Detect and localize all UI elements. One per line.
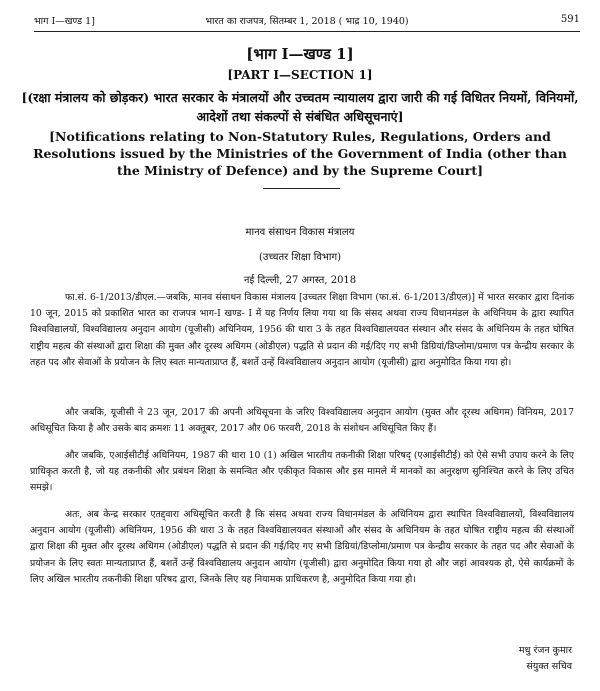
department-name: (उच्चतर शिक्षा विभाग) (258, 252, 342, 263)
section-title-hindi: [(रक्षा मंत्रालय को छोड़कर) भारत सरकार के मंत्रालयों और उच्चतम न्यायालय द्वारा जारी की गई विधितर नियमों, विनियमों, आदेशों तथा संकल्पों से संबंधित अधिसूचनाएं] (21, 90, 579, 124)
place-date: नई दिल्ली, 27 अगस्त, 2018 (243, 275, 357, 286)
gazette-date-line: भारत का राजपत्र, सितम्बर 1, 2018 ( भाद्र 10, 1940) (205, 16, 409, 27)
header-divider (34, 31, 580, 32)
section-title-english: [Notifications relating to Non-Statutory Rules, Regulations, Orders and Resolutions issued by the Ministries of the Government of India (other than the Ministry of Defence) and by the Supreme Court] (33, 129, 567, 178)
notification-paragraph-1: फा.सं. 6-1/2013/डीएल.—जबकि, मानव संसाधन विकास मंत्रालय [उच्चतर शिक्षा विभाग (फा.सं. 6-1/2013/डीएल)] में भारत सरकार द्वारा दिनांक 10 जून, 2015 को प्रकाशित भारत का राजपत्र भाग-I खण्ड- I में यह निर्णय लिया गया था कि संसद अथवा राज्य विधानमंडल के अधिनियम के द्वारा स्थापित विश्वविद्यालयों, विश्वविद्यालय अनुदान आयोग (यूजीसी) अधिनियम, 1956 की धारा 3 के तहत विश्वविद्यालयवत संस्थान और संसद के अधिनियम के तहत घोषित राष्ट्रीय महत्व की संस्थाओं द्वारा शिक्षा की मुक्त और दूरस्थ अधिगम (ओडीएल) पद्धति से प्रदान की गई/दिए गए सभी डिग्रियां/डिप्लोमा/प्रमाण पत्र केन्द्रीय सरकार के तहत पद और सेवाओं के प्रयोजन के लिए स्वतः मान्यताप्राप्त हैं, बशर्ते उन्हें विश्वविद्यालय अनुदान आयोग (यूजीसी) द्वारा अनुमोदित किया गया हो। (30, 292, 574, 368)
part-section-label: भाग I—खण्ड 1] (34, 16, 95, 27)
signatory-name: मधु रंजन कुमार (518, 645, 572, 656)
running-head (34, 14, 580, 30)
signatory-designation: संयुक्त सचिव (526, 661, 572, 672)
page-number: 591 (560, 14, 580, 25)
part-heading-english: [PART I—SECTION 1] (227, 68, 373, 82)
part-heading-hindi: [भाग I—खण्ड 1] (246, 45, 354, 63)
notification-paragraph-2: और जबकि, यूजीसी ने 23 जून, 2017 की अपनी अधिसूचना के जरिए विश्वविद्यालय अनुदान आयोग (मुक्त और दूरस्थ अधिगम) विनियम, 2017 अधिसूचित किया है और उसके बाद क्रमशः 11 अक्तूबर, 2017 और 06 फरवरी, 2018 के संशोधन अधिसूचित किए हैं। (30, 407, 574, 435)
notification-paragraph-3: और जबकि, एआईसीटीई अधिनियम, 1987 की धारा 10 (1) अखिल भारतीय तकनीकी शिक्षा परिषद् (एआईसीटीई) को ऐसे सभी उपाय करने के लिए प्राधिकृत करती है, जो यह तकनीकी और प्रबंधन शिक्षा के समन्वित और एकीकृत विकास और इस मामले में मानकों का अनुरक्षण सुनिश्चित करने के लिए उचित समझे। (30, 450, 574, 494)
ministry-name: मानव संसाधन विकास मंत्रालय (245, 227, 355, 238)
title-divider (263, 188, 340, 189)
notification-paragraph-4: अतः, अब केन्द्र सरकार एतद्द्वारा अधिसूचित करती है कि संसद अथवा राज्य विधानमंडल के अधिनियम द्वारा स्थापित विश्वविद्यालयों, विश्वविद्यालय अनुदान आयोग (यूजीसी) अधिनियम, 1956 की धारा 3 के तहत विश्वविद्यालयवत संस्थाओं और संसद के अधिनियम के तहत घोषित राष्ट्रीय महत्व की संस्थाओं द्वारा शिक्षा की मुक्त और दूरस्थ अधिगम (ओडीएल) पद्धति से प्रदान की गई/दिए गए सभी डिग्रियां/डिप्लोमा/प्रमाण पत्र केन्द्रीय सरकार के तहत पद और सेवाओं के प्रयोजन के लिए स्वतः मान्यताप्राप्त हैं, बशर्ते उन्हें विश्वविद्यालय अनुदान आयोग (यूजीसी) द्वारा अनुमोदित किया गया हो और जहां आवश्यक हो, ऐसे कार्यक्रमों के लिए अखिल भारतीय तकनीकी शिक्षा परिषद द्वारा, जिनके लिए यह नियामक प्राधिकरण है, अनुमोदित किया गया हो। (30, 509, 574, 585)
